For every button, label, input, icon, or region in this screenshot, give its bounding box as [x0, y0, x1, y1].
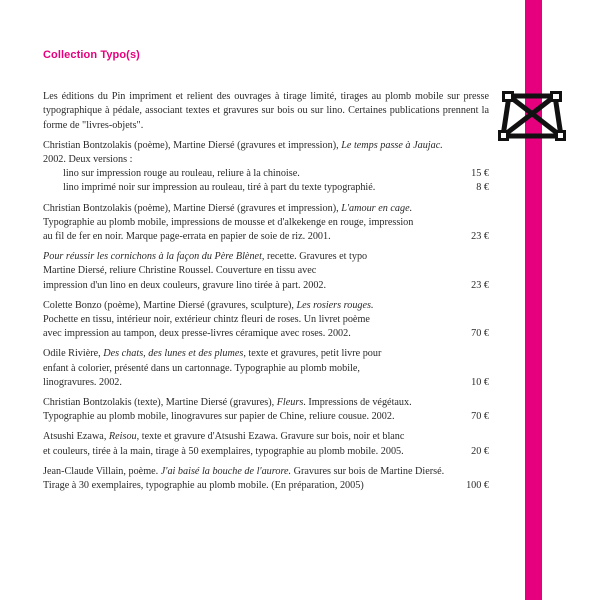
entry-authors: Colette Bonzo (poème), Martine Diersé (gravures, sculpture),	[43, 299, 297, 311]
catalogue-entry	[43, 347, 489, 390]
entry-price: 70 €	[471, 411, 489, 423]
entry-line-text: et couleurs, tirée à la main, tirage à 50 exemplaires, typographie au plomb mobile. 2005.	[43, 445, 404, 457]
entry-title: Fleurs	[276, 397, 304, 409]
entry-price: 70 €	[471, 328, 489, 340]
entry-title: Des chats, des lunes et des plumes	[103, 348, 244, 360]
entry-price-line	[43, 327, 489, 341]
entry-title: Reisou	[108, 431, 137, 443]
entry-line-text: avec impression au tampon, deux presse-livres céramique avec roses. 2002.	[43, 328, 351, 340]
intro-paragraph: Les éditions du Pin impriment et relient des ouvrages à tirage limité, tirages au plomb mobile sur presse typographique à pédale, associant textes et gravures sur bois ou sur lino. Certaines publications prennent la forme de "livres-objets".	[43, 91, 489, 131]
entry-price-line	[43, 479, 489, 493]
catalogue-entry	[43, 430, 489, 458]
entry-description: , recette. Gravures et typo	[261, 251, 368, 263]
entry-authors: Christian Bontzolakis (poème), Martine Diersé (gravures et impression),	[43, 202, 342, 214]
entry-price: 23 €	[471, 231, 489, 243]
entry-line: Pochette en tissu, intérieur noir, extérieur chintz fleuri de roses. Un livret poème	[43, 314, 370, 326]
entry-line: Typographie au plomb mobile, impressions de mousse et d'alkekenge en rouge, impression	[43, 216, 414, 228]
entry-line-text: Tirage à 30 exemplaires, typographie au plomb mobile. (En préparation, 2005)	[43, 480, 364, 492]
entry-authors: Odile Rivière,	[43, 348, 104, 360]
entry-title: Les rosiers rouges.	[296, 299, 374, 311]
entry-line: Martine Diersé, reliure Christine Roussel. Couverture en tissu avec	[43, 265, 317, 277]
entry-price: 100 €	[466, 480, 489, 492]
entry-line	[43, 139, 489, 153]
crossed-square-logo-icon	[497, 88, 567, 144]
section-title: Collection Typo(s)	[43, 49, 140, 61]
entry-version-line	[43, 181, 489, 195]
entry-authors: Atsushi Ezawa,	[43, 431, 109, 443]
catalogue-entry	[43, 299, 489, 342]
entry-price-line	[43, 376, 489, 390]
entry-description: . Impressions de végétaux.	[303, 397, 412, 409]
entry-line	[43, 396, 489, 410]
entry-line-text: Typographie au plomb mobile, linogravures sur papier de Chine, reliure cousue. 2002.	[43, 411, 395, 423]
entry-line	[43, 250, 489, 264]
entry-line: enfant à colorier, présenté dans un cartonnage. Typographie au plomb mobile,	[43, 362, 360, 374]
entry-price: 20 €	[471, 445, 489, 457]
catalogue-entry	[43, 139, 489, 196]
entry-authors: Jean-Claude Villain, poème.	[43, 465, 161, 477]
entry-line	[43, 465, 489, 479]
catalogue-entry	[43, 396, 489, 424]
catalogue-page	[43, 48, 489, 499]
entry-title: Pour réussir les cornichons à la façon du Père Blènet	[43, 251, 262, 263]
entry-price: 8 €	[476, 182, 489, 194]
entry-line	[43, 202, 489, 216]
entry-version-text: lino sur impression rouge au rouleau, reliure à la chinoise.	[63, 168, 300, 180]
entry-description: , texte et gravure d'Atsushi Ezawa. Gravure sur bois, noir et blanc	[136, 431, 405, 443]
entry-price-line	[43, 445, 489, 459]
entry-line-text: au fil de fer en noir. Marque page-errata en papier de soie de riz. 2001.	[43, 231, 331, 243]
entry-price-line	[43, 410, 489, 424]
entry-version-line	[43, 167, 489, 181]
entry-price-line	[43, 230, 489, 244]
entry-line-text: linogravures. 2002.	[43, 376, 122, 388]
entry-line	[43, 347, 489, 361]
catalogue-entry	[43, 465, 489, 493]
entry-description: , texte et gravures, petit livre pour	[243, 348, 382, 360]
entry-price: 23 €	[471, 279, 489, 291]
entry-price: 15 €	[471, 168, 489, 180]
entry-title: Le temps passe à Jaujac.	[341, 139, 443, 151]
entry-description: Gravures sur bois de Martine Diersé.	[291, 465, 445, 477]
entry-title: L'amour en cage.	[341, 202, 413, 214]
entry-title: J'ai baisé la bouche de l'aurore.	[160, 465, 292, 477]
entry-price: 10 €	[471, 376, 489, 388]
entry-line	[43, 430, 489, 444]
entry-line	[43, 299, 489, 313]
entry-line: 2002. Deux versions :	[43, 154, 133, 166]
catalogue-entry	[43, 250, 489, 293]
catalogue-entry	[43, 202, 489, 245]
entry-price-line	[43, 279, 489, 293]
entry-version-text: lino imprimé noir sur impression au rouleau, tiré à part du texte typographié.	[63, 182, 376, 194]
entry-authors: Christian Bontzolakis (texte), Martine Diersé (gravures),	[43, 397, 277, 409]
entry-authors: Christian Bontzolakis (poème), Martine Diersé (gravures et impression),	[43, 139, 342, 151]
entry-line-text: impression d'un lino en deux couleurs, gravure lino tirée à part. 2002.	[43, 279, 327, 291]
